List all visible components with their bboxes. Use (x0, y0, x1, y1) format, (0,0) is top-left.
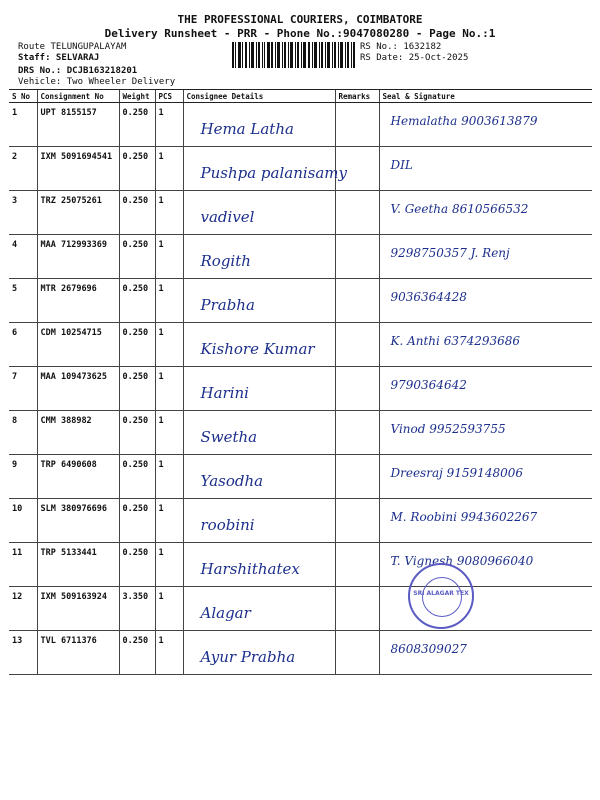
consignee-handwriting: Prabha (200, 296, 255, 314)
table-row (9, 279, 592, 323)
weight: 0.250 (119, 191, 155, 235)
signature-handwriting: Vinod 9952593755 (390, 422, 506, 436)
consignee-handwriting: Pushpa palanisamy (200, 164, 348, 182)
pieces: 1 (155, 191, 183, 235)
consignee-handwriting: Swetha (200, 428, 258, 446)
weight: 0.250 (119, 103, 155, 147)
seal-signature (379, 147, 592, 191)
route-label: Route TELUNGUPALAYAM (18, 42, 127, 52)
serial-number: 11 (9, 543, 37, 587)
barcode (232, 42, 355, 68)
remarks (335, 499, 379, 543)
remarks (335, 191, 379, 235)
signature-handwriting: DIL (390, 158, 413, 172)
signature-handwriting: 9036364428 (390, 290, 467, 304)
weight: 0.250 (119, 367, 155, 411)
signature-handwriting: T. Vignesh 9080966040 (390, 554, 534, 568)
weight: 0.250 (119, 279, 155, 323)
weight: 0.250 (119, 543, 155, 587)
column-header: PCS (155, 90, 183, 103)
runsheet-subtitle: Delivery Runsheet - PRR - Phone No.:9047080280 - Page No.:1 (104, 27, 496, 40)
signature-handwriting: 9790364642 (390, 378, 467, 392)
consignee-details (183, 103, 335, 147)
consignee-handwriting: Harini (200, 384, 249, 402)
column-header: Remarks (335, 90, 379, 103)
consignee-handwriting: Alagar (200, 604, 251, 622)
consignee-details (183, 411, 335, 455)
column-header: Consignment No (37, 90, 119, 103)
signature-handwriting: 9298750357 J. Renj (390, 246, 510, 260)
table-row (9, 103, 592, 147)
weight: 0.250 (119, 147, 155, 191)
table-row (9, 147, 592, 191)
remarks (335, 103, 379, 147)
consignee-details (183, 543, 335, 587)
pieces: 1 (155, 543, 183, 587)
pieces: 1 (155, 455, 183, 499)
remarks (335, 367, 379, 411)
serial-number: 13 (9, 631, 37, 675)
weight: 0.250 (119, 411, 155, 455)
consignee-handwriting: Rogith (200, 252, 251, 270)
remarks (335, 455, 379, 499)
rs-date: RS Date: 25-Oct-2025 (360, 53, 469, 63)
pieces: 1 (155, 499, 183, 543)
consignment-number: TRZ 25075261 (37, 191, 119, 235)
column-header: S No (9, 90, 37, 103)
serial-number: 5 (9, 279, 37, 323)
remarks (335, 279, 379, 323)
seal-signature (379, 323, 592, 367)
table-row (9, 411, 592, 455)
table-row (9, 587, 592, 631)
consignee-details (183, 455, 335, 499)
serial-number: 8 (9, 411, 37, 455)
seal-signature (379, 367, 592, 411)
table-row (9, 499, 592, 543)
seal-signature (379, 411, 592, 455)
weight: 0.250 (119, 499, 155, 543)
seal-signature (379, 631, 592, 675)
remarks (335, 235, 379, 279)
pieces: 1 (155, 411, 183, 455)
signature-handwriting: Hemalatha 9003613879 (390, 114, 538, 128)
consignee-details (183, 499, 335, 543)
vehicle-label: Vehicle: Two Wheeler Delivery (18, 77, 176, 87)
consignee-handwriting: Ayur Prabha (200, 648, 296, 666)
remarks (335, 543, 379, 587)
consignment-number: CDM 10254715 (37, 323, 119, 367)
stamp-inner-ring (422, 577, 462, 617)
pieces: 1 (155, 279, 183, 323)
pieces: 1 (155, 323, 183, 367)
seal-stamp (408, 563, 474, 629)
runsheet-table (9, 89, 592, 675)
table-row (9, 235, 592, 279)
staff-label: Staff: SELVARAJ (18, 53, 100, 63)
table-row (9, 631, 592, 675)
company-title: THE PROFESSIONAL COURIERS, COIMBATORE (177, 13, 423, 26)
consignment-number: SLM 380976696 (37, 499, 119, 543)
column-header: Consignee Details (183, 90, 335, 103)
rs-number: RS No.: 1632182 (360, 42, 442, 52)
weight: 0.250 (119, 631, 155, 675)
consignment-number: MTR 2679696 (37, 279, 119, 323)
signature-handwriting: K. Anthi 6374293686 (390, 334, 521, 348)
consignee-handwriting: Yasodha (200, 472, 264, 490)
serial-number: 1 (9, 103, 37, 147)
pieces: 1 (155, 631, 183, 675)
consignment-number: TVL 6711376 (37, 631, 119, 675)
consignee-details (183, 279, 335, 323)
table-row (9, 367, 592, 411)
pieces: 1 (155, 235, 183, 279)
consignee-handwriting: vadivel (200, 208, 255, 226)
consignment-number: IXM 509163924 (37, 587, 119, 631)
consignee-details (183, 235, 335, 279)
remarks (335, 411, 379, 455)
signature-handwriting: V. Geetha 8610566532 (390, 202, 529, 216)
consignee-handwriting: roobini (200, 516, 255, 534)
consignee-details (183, 587, 335, 631)
table-header-row (9, 90, 592, 103)
consignee-details (183, 323, 335, 367)
signature-handwriting: M. Roobini 9943602267 (390, 510, 538, 524)
consignment-number: TRP 5133441 (37, 543, 119, 587)
column-header: Weight (119, 90, 155, 103)
table-row (9, 191, 592, 235)
consignee-handwriting: Hema Latha (200, 120, 294, 138)
serial-number: 3 (9, 191, 37, 235)
serial-number: 2 (9, 147, 37, 191)
table-row (9, 323, 592, 367)
signature-handwriting: Dreesraj 9159148006 (390, 466, 523, 480)
seal-signature (379, 499, 592, 543)
remarks (335, 631, 379, 675)
serial-number: 9 (9, 455, 37, 499)
serial-number: 6 (9, 323, 37, 367)
weight: 3.350 (119, 587, 155, 631)
consignment-number: IXM 5091694541 (37, 147, 119, 191)
seal-signature (379, 235, 592, 279)
consignee-details (183, 631, 335, 675)
remarks (335, 587, 379, 631)
seal-signature (379, 279, 592, 323)
consignment-number: MAA 109473625 (37, 367, 119, 411)
weight: 0.250 (119, 235, 155, 279)
consignee-details (183, 191, 335, 235)
weight: 0.250 (119, 455, 155, 499)
pieces: 1 (155, 103, 183, 147)
pieces: 1 (155, 367, 183, 411)
consignment-number: MAA 712993369 (37, 235, 119, 279)
seal-signature (379, 191, 592, 235)
consignee-details (183, 147, 348, 191)
pieces: 1 (155, 587, 183, 631)
seal-signature (379, 455, 592, 499)
consignee-details (183, 367, 335, 411)
drs-number: DRS No.: DCJB163218201 (18, 66, 138, 76)
signature-handwriting: 8608309027 (390, 642, 467, 656)
serial-number: 7 (9, 367, 37, 411)
weight: 0.250 (119, 323, 155, 367)
column-header: Seal & Signature (379, 90, 592, 103)
consignee-handwriting: Kishore Kumar (200, 340, 315, 358)
stamp-text: SRI ALAGAR TEX (413, 590, 469, 597)
serial-number: 4 (9, 235, 37, 279)
consignment-number: CMM 388982 (37, 411, 119, 455)
serial-number: 12 (9, 587, 37, 631)
pieces: 1 (155, 147, 183, 191)
seal-signature (379, 103, 592, 147)
consignee-handwriting: Harshithatex (200, 560, 300, 578)
consignment-number: TRP 6490608 (37, 455, 119, 499)
remarks (335, 323, 379, 367)
table-row (9, 543, 592, 587)
serial-number: 10 (9, 499, 37, 543)
table-row (9, 455, 592, 499)
consignment-number: UPT 8155157 (37, 103, 119, 147)
